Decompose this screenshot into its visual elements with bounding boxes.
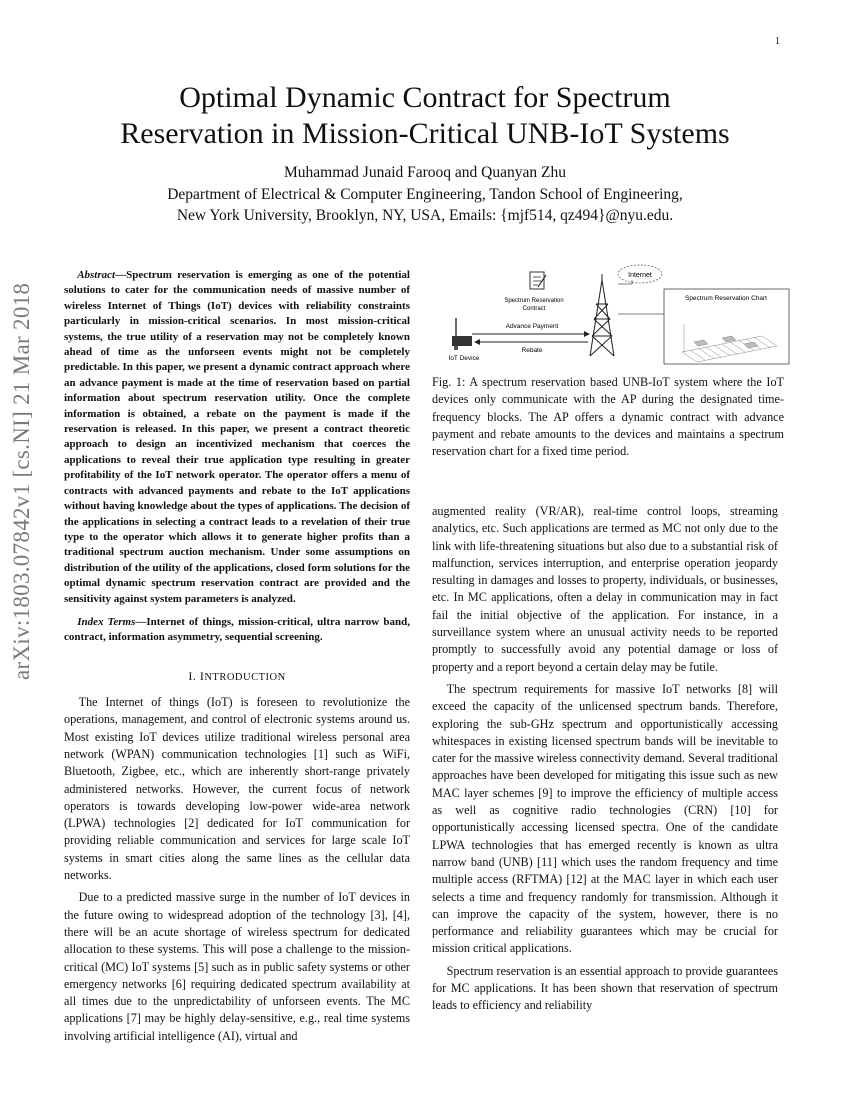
index-terms-label: Index Terms [77, 615, 136, 628]
right-paragraph-3: Spectrum reservation is an essential approach to provide guarantees for MC applications. It has been shown that reservation of spectrum leads to efficiency and reliability [432, 963, 778, 1013]
section-heading-rest: NTRODUCTION [204, 671, 286, 683]
affiliation-line-2: New York University, Brooklyn, NY, USA, Emails: {mjf514, qz494}@nyu.edu. [176, 207, 674, 224]
arxiv-stamp: arXiv:1803.07842v1 [cs.NI] 21 Mar 2018 [9, 282, 34, 680]
paper-title [60, 80, 790, 152]
abstract-label: Abstract [77, 269, 116, 281]
contract-label-2: Contract [522, 306, 546, 312]
right-paragraph-2: The spectrum requirements for massive IoT networks [8] will exceed the capacity of the unlicensed spectrum bands. Therefore, exploring the sub-GHz spectrum and opportunistically accessing whitespaces in existing licensed spectrum bands will be inevitable to cater for the massive wireless connectivity demand. Several traditional approaches have been developed for mitigating this issue such as new MAC layer schemes [9] to improve the efficiency of multiple access as well as cognitive radio technologies (CRN) [10] for opportunistically accessing licensed spectra. One of the candidate LPWA technologies that has emerged recently is known as ultra narrow band (UNB) [11] which uses the random frequency and time multiple access (RFTMA) [12] at the MAC layer in which each user selects a time and frequency randomly for transmission. Although it can improve the capacity of the system, however, there is no performance and reliability guarantees which may be crucial for mission critical applications. [432, 681, 778, 956]
affiliation [60, 184, 790, 226]
index-terms [64, 615, 410, 646]
advance-payment-arrowhead [584, 331, 590, 337]
rebate-label: Rebate [521, 347, 543, 354]
figure-1-caption: Fig. 1: A spectrum reservation based UNB-IoT system where the IoT devices only communicate with the AP during the designated time-frequency blocks. The AP offers a dynamic contract with advance payment and rebate amounts to the devices and maintains a spectrum reservation chart for a fixed time period. [432, 375, 784, 459]
access-point-tower-icon [590, 274, 614, 356]
section-heading-number: I. [188, 668, 200, 683]
intro-paragraph-2: Due to a predicted massive surge in the number of IoT devices in the future owing to widespread adoption of the technology [3], [4], there will be an acute shortage of wireless spectrum for dedicated allocation to these systems. This will pose a challenge to the mission-critical (MC) IoT systems [5] such as in public safety systems or other emergency networks [6] requiring dedicated spectrum availability at all times due to the unpredictability of unforseen events. The MC applications [7] may be highly delay-sensitive, e.g., real time systems involving artificial intelligence (AI), virtual and [64, 890, 410, 1043]
right-paragraph-1: augmented reality (VR/AR), real-time control loops, streaming analytics, etc. Such applications are termed as MC not only due to the link with life-threatening situations but also due to a substantial risk of malfunction, services interruption, and enterprise operation jeopardy resulting in damages and losses to property, individuals, or businesses, etc. In MC applications, often a delay in communication may in fact fail the initial objective of the application. For instance, in a surveillance system where an unusual activity needs to be reported promptly to successfully avoid any potential damage or loss of property and a report beyond a certain delay may be futile. [432, 504, 778, 674]
intro-paragraph-1: The Internet of things (IoT) is foreseen to revolutionize the operations, management, and control of electronic systems around us. Most existing IoT devices utilize traditional wireless personal area network (WPAN) communication technologies [1] such as WiFi, Bluetooth, Zigbee, etc., which are inherently short-range privately administered networks. However, the current focus of network operators is towards developing low-power wide-area network (LPWA) technologies [2] dedicated for IoT communication for providing reliable communication and services for large scale IoT systems in smart cities along the same lines as the cellular data networks. [64, 695, 410, 883]
title-line-1: Optimal Dynamic Contract for Spectrum [179, 81, 671, 114]
index-terms-text: —Internet of things, mission-critical, ultra narrow band, contract, information asymmetry, sequential screening. [64, 615, 410, 644]
section-heading [64, 668, 410, 686]
rebate-arrowhead [474, 339, 480, 345]
abstract [64, 268, 410, 607]
title-line-2: Reservation in Mission-Critical UNB-IoT Systems [120, 117, 730, 150]
left-column [64, 268, 410, 1045]
right-column [432, 503, 778, 1015]
authors: Muhammad Junaid Farooq and Quanyan Zhu [284, 164, 566, 181]
page-number: 1 [775, 36, 780, 47]
advance-payment-label: Advance Payment [505, 323, 559, 330]
chart-title: Spectrum Reservation Chart [684, 295, 768, 302]
iot-device-label: IoT Device [448, 355, 480, 362]
internet-label: Internet [628, 272, 652, 279]
iot-device-icon [452, 318, 472, 350]
figure-1-diagram [432, 264, 792, 372]
contract-label-1: Spectrum Reservation [504, 298, 564, 304]
contract-document-icon [530, 272, 546, 289]
section-heading-initial: I [199, 668, 205, 683]
affiliation-line-1: Department of Electrical & Computer Engineering, Tandon School of Engineering, [167, 186, 683, 203]
abstract-text: —Spectrum reservation is emerging as one of the potential solutions to cater for the communication needs of massive number of wireless Internet of Things (IoT) devices with reliability constraints particularly in mission-critical scenarios. In most mission-critical systems, the true utility of a reservation may not be completely known ahead of time as the unforseen events might not be completely predictable. In this paper, we present a dynamic contract approach where an advance payment is made at the time of reservation based on partial information about spectrum reservation utility. Once the complete information is obtained, a rebate on the payment is made if the reservation is released. In this paper, we present a contract theoretic approach to design an incentivized mechanism that coerces the applications to reveal their true application type resulting in greater profitability of the IoT network operator. The operator offers a menu of contracts with advanced payments and rebate to the IoT applications without having knowledge about the types of applications. The decision of the applications in selecting a contract leads to a revelation of their true type to the operator which allows it to generate higher profits than a traditional spectrum auction mechanism. Under some assumptions on distribution of the utility of the applications, closed form solutions for the optimal dynamic spectrum reservation contract are provided and the sensitivity against system parameters is analyzed. [64, 269, 410, 605]
